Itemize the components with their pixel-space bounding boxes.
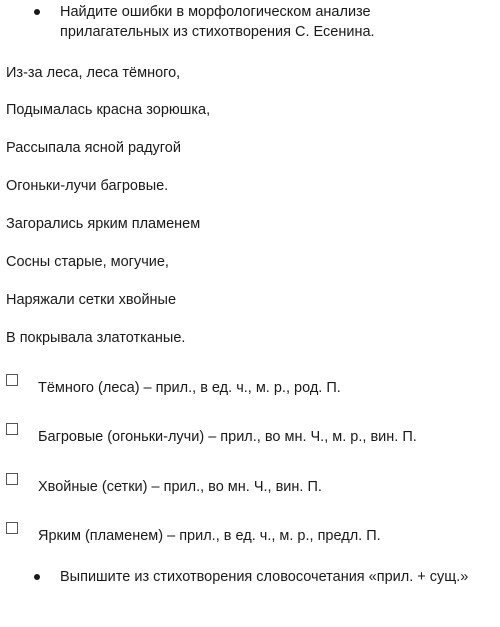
option-4-label: Ярким (пламенем) – прил., в ед. ч., м. р., предл. П. — [38, 528, 381, 544]
bullet-icon — [34, 9, 40, 15]
option-4-checkbox[interactable] — [6, 522, 18, 534]
option-1[interactable] — [6, 373, 341, 397]
option-4[interactable] — [6, 521, 381, 545]
option-3-label: Хвойные (сетки) – прил., во мн. Ч., вин. П. — [38, 479, 322, 495]
option-1-label: Тёмного (леса) – прил., в ед. ч., м. р., род. П. — [38, 380, 341, 396]
poem-line-2: Подымалась красна зорюшка, — [6, 102, 211, 118]
poem-line-7: Наряжали сетки хвойные — [6, 292, 177, 308]
option-2-label: Багровые (огоньки-лучи) – прил., во мн. Ч., м. р., вин. П. — [38, 429, 417, 445]
option-2-checkbox[interactable] — [6, 423, 18, 435]
option-2[interactable] — [6, 422, 417, 446]
poem-line-5: Загорались ярким пламенем — [6, 216, 201, 232]
task-2-item — [34, 567, 470, 587]
option-3[interactable] — [6, 472, 322, 496]
poem-line-8: В покрывала златотканые. — [6, 330, 186, 346]
task-1-text: Найдите ошибки в морфологическом анализе прилагательных из стихотворения С. Есенина. — [60, 4, 375, 40]
bullet-icon — [34, 574, 40, 580]
poem-line-6: Сосны старые, могучие, — [6, 254, 169, 270]
poem-line-1: Из-за леса, леса тёмного, — [6, 65, 181, 81]
task-2-text: Выпишите из стихотворения словосочетания «прил. + сущ.» — [60, 569, 469, 585]
option-1-checkbox[interactable] — [6, 374, 18, 386]
poem-line-4: Огоньки-лучи багровые. — [6, 178, 169, 194]
poem-line-3: Рассыпала ясной радугой — [6, 140, 181, 156]
option-3-checkbox[interactable] — [6, 473, 18, 485]
task-1-item — [34, 2, 470, 42]
